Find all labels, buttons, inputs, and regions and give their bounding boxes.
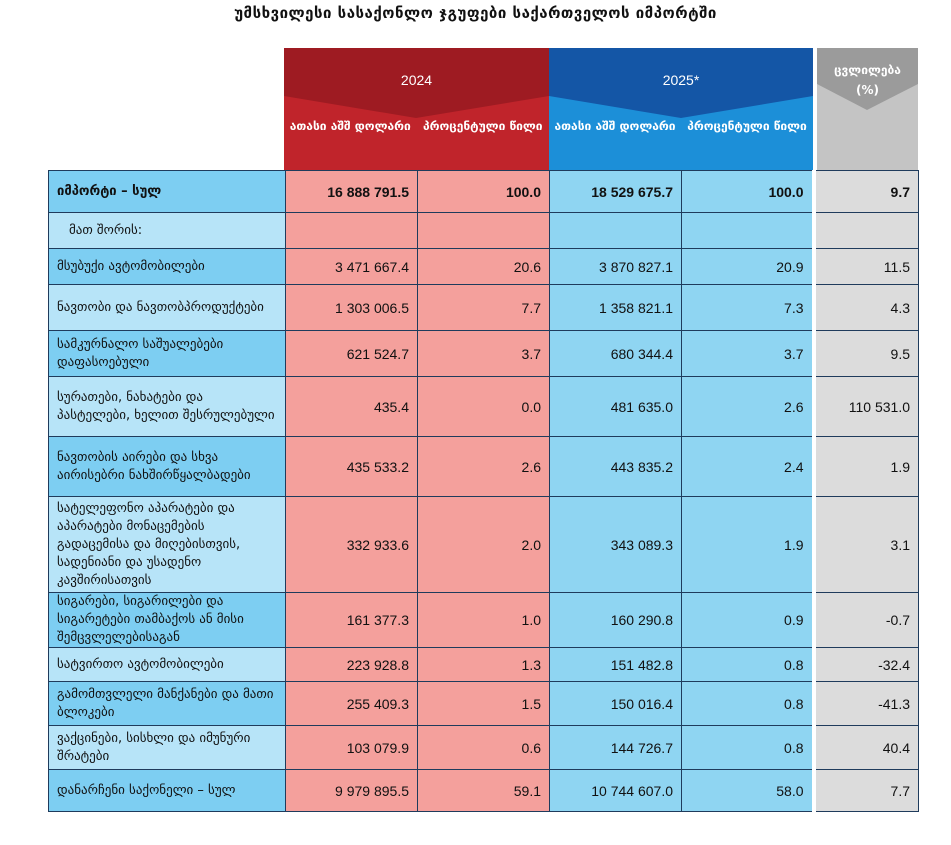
share-2024: 100.0 [418, 171, 550, 213]
share-2025: 7.3 [682, 285, 814, 331]
value-2025 [550, 213, 682, 249]
share-2025: 0.9 [682, 593, 814, 648]
share-2024: 0.0 [418, 377, 550, 437]
value-2025: 481 635.0 [550, 377, 682, 437]
row-label: მსუბუქი ავტომობილები [49, 249, 286, 285]
share-2025: 2.4 [682, 437, 814, 497]
row-label: ნავთობის აირები და სხვა აირისებრი ნახშირწყალბადები [49, 437, 286, 497]
share-2025: 3.7 [682, 331, 814, 377]
change-pct: 4.3 [814, 285, 919, 331]
change-pct: 7.7 [814, 770, 919, 812]
table-row [49, 726, 919, 770]
share-2024: 0.6 [418, 726, 550, 770]
value-2025: 1 358 821.1 [550, 285, 682, 331]
value-2024: 161 377.3 [286, 593, 418, 648]
share-2025 [682, 213, 814, 249]
value-2024: 9 979 895.5 [286, 770, 418, 812]
header-2025 [549, 48, 813, 170]
table-row [49, 249, 919, 285]
share-2025: 100.0 [682, 171, 814, 213]
value-2025: 150 016.4 [550, 682, 682, 726]
row-label: ვაქცინები, სისხლი და იმუნური შრატები [49, 726, 286, 770]
share-2025: 58.0 [682, 770, 814, 812]
other-goods-row [49, 770, 919, 812]
share-2025: 0.8 [682, 682, 814, 726]
col-2025-value-header: ათასი აშშ დოლარი [554, 119, 676, 133]
share-2024: 2.0 [418, 497, 550, 593]
table-row [49, 497, 919, 593]
table-row [49, 285, 919, 331]
value-2024: 621 524.7 [286, 331, 418, 377]
value-2024: 223 928.8 [286, 648, 418, 682]
value-2024: 435 533.2 [286, 437, 418, 497]
value-2025: 680 344.4 [550, 331, 682, 377]
table-row [49, 593, 919, 648]
value-2024: 255 409.3 [286, 682, 418, 726]
year-2024-label: 2024 [400, 72, 433, 88]
row-label: სურათები, ნახატები და პასტელები, ხელით შესრულებული [49, 377, 286, 437]
table-row [49, 377, 919, 437]
total-row [49, 171, 919, 213]
value-2025: 3 870 827.1 [550, 249, 682, 285]
row-label: იმპორტი – სულ [49, 171, 286, 213]
header-2024 [284, 48, 549, 170]
share-2025: 0.8 [682, 648, 814, 682]
value-2025: 144 726.7 [550, 726, 682, 770]
table-row [49, 648, 919, 682]
value-2025: 343 089.3 [550, 497, 682, 593]
value-2025: 151 482.8 [550, 648, 682, 682]
share-2025: 0.8 [682, 726, 814, 770]
row-label: სატვირთო ავტომობილები [49, 648, 286, 682]
change-pct [814, 213, 919, 249]
value-2025: 443 835.2 [550, 437, 682, 497]
import-table [48, 170, 919, 812]
change-pct: 1.9 [814, 437, 919, 497]
header-change [817, 48, 918, 170]
value-2025: 18 529 675.7 [550, 171, 682, 213]
share-2024: 7.7 [418, 285, 550, 331]
row-label: მათ შორის: [49, 213, 286, 249]
change-pct: -0.7 [814, 593, 919, 648]
change-pct: -41.3 [814, 682, 919, 726]
col-2024-value-header: ათასი აშშ დოლარი [289, 119, 411, 133]
col-2024-share-header: პროცენტული წილი [422, 119, 543, 133]
row-label: სამკურნალო საშუალებები დაფასოებული [49, 331, 286, 377]
share-2024: 2.6 [418, 437, 550, 497]
share-2025: 1.9 [682, 497, 814, 593]
share-2025: 2.6 [682, 377, 814, 437]
table-row [49, 331, 919, 377]
row-label: სიგარები, სიგარილები და სიგარეტები თამბაქოს ან მისი შემცვლელებისაგან [49, 593, 286, 648]
change-pct: 3.1 [814, 497, 919, 593]
value-2024: 3 471 667.4 [286, 249, 418, 285]
value-2024: 332 933.6 [286, 497, 418, 593]
value-2025: 160 290.8 [550, 593, 682, 648]
value-2024: 103 079.9 [286, 726, 418, 770]
share-2024 [418, 213, 550, 249]
share-2025: 20.9 [682, 249, 814, 285]
share-2024: 1.3 [418, 648, 550, 682]
table-row [49, 682, 919, 726]
row-label: ნავთობი და ნავთობპროდუქტები [49, 285, 286, 331]
change-pct: 110 531.0 [814, 377, 919, 437]
value-2024: 1 303 006.5 [286, 285, 418, 331]
row-label: სატელეფონო აპარატები და აპარატები მონაცემების გადაცემისა და მიღებისთვის, სადენიანი და უსადენო კავშირისათვის [49, 497, 286, 593]
table-row [49, 213, 919, 249]
value-2024: 435.4 [286, 377, 418, 437]
table-row [49, 437, 919, 497]
value-2025: 10 744 607.0 [550, 770, 682, 812]
share-2024: 3.7 [418, 331, 550, 377]
change-pct: 40.4 [814, 726, 919, 770]
page-title: უმსხვილესი სასაქონლო ჯგუფები საქართველოს იმპორტში [234, 4, 717, 22]
share-2024: 59.1 [418, 770, 550, 812]
year-2025-label: 2025* [662, 72, 700, 88]
row-label: დანარჩენი საქონელი – სულ [49, 770, 286, 812]
share-2024: 1.0 [418, 593, 550, 648]
value-2024 [286, 213, 418, 249]
value-2024: 16 888 791.5 [286, 171, 418, 213]
row-label: გამომთვლელი მანქანები და მათი ბლოკები [49, 682, 286, 726]
change-header-label: ცვლილება (%) [834, 63, 901, 97]
share-2024: 1.5 [418, 682, 550, 726]
col-2025-share-header: პროცენტული წილი [687, 119, 807, 133]
share-2024: 20.6 [418, 249, 550, 285]
change-pct: 11.5 [814, 249, 919, 285]
change-pct: -32.4 [814, 648, 919, 682]
change-pct: 9.7 [814, 171, 919, 213]
change-pct: 9.5 [814, 331, 919, 377]
